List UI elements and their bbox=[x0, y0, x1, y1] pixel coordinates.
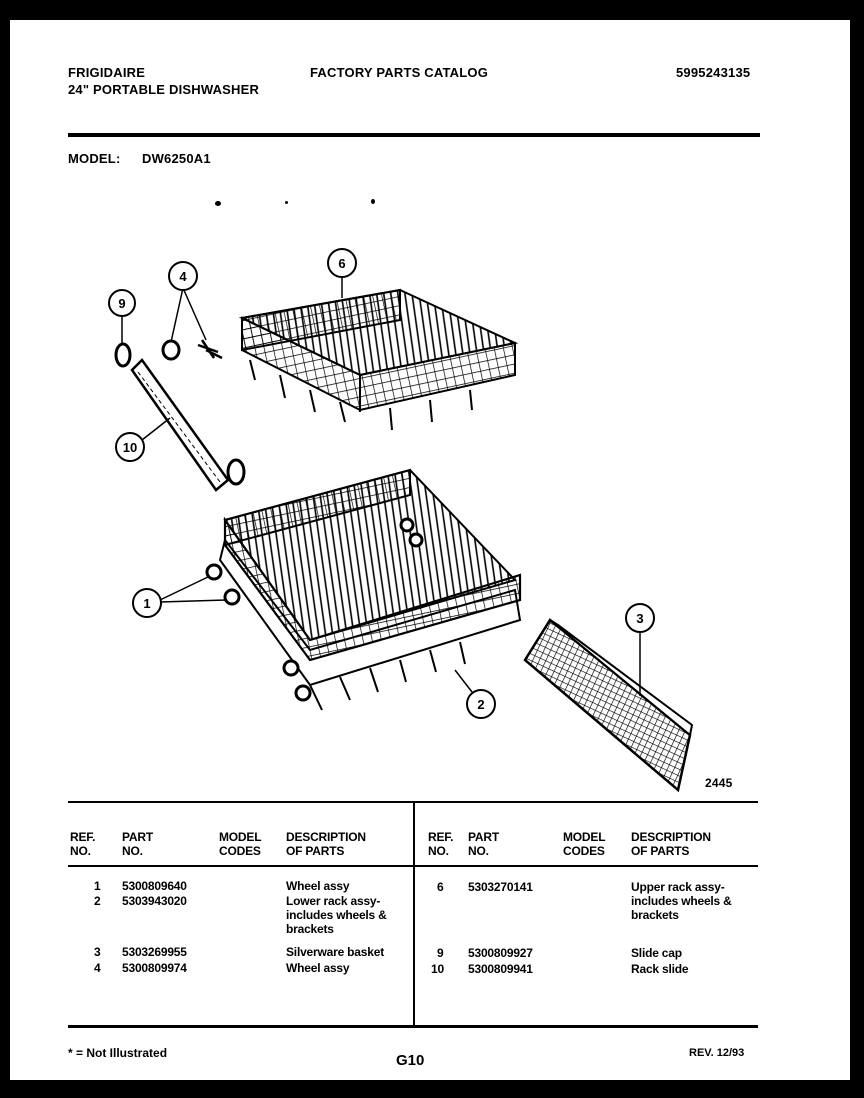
slide-cap-drawing bbox=[116, 344, 130, 366]
svg-text:3: 3 bbox=[636, 611, 644, 626]
page-code: G10 bbox=[396, 1052, 425, 1069]
header-ref: REF. NO. bbox=[70, 830, 96, 858]
row-description: Lower rack assy-includes wheels & brackets bbox=[286, 894, 387, 936]
callout-6 bbox=[328, 249, 356, 298]
row-ref: 10 bbox=[431, 962, 444, 976]
revision-label: REV. 12/93 bbox=[689, 1047, 745, 1059]
row-description: Rack slide bbox=[631, 962, 689, 976]
svg-text:10: 10 bbox=[122, 440, 138, 455]
svg-text:6: 6 bbox=[338, 256, 346, 271]
header-description: DESCRIPTION OF PARTS bbox=[631, 830, 711, 858]
row-part-no: 5300809941 bbox=[468, 962, 533, 976]
header-part-no: PART NO. bbox=[468, 830, 499, 858]
svg-text:4: 4 bbox=[179, 269, 187, 284]
callout-2 bbox=[455, 670, 495, 718]
row-description: Silverware basket bbox=[286, 945, 384, 959]
table-center-divider bbox=[413, 801, 415, 1026]
catalog-title: FACTORY PARTS CATALOG bbox=[310, 65, 489, 80]
row-part-no: 5303943020 bbox=[122, 894, 187, 908]
row-ref: 2 bbox=[94, 894, 101, 908]
row-part-no: 5303270141 bbox=[468, 880, 533, 894]
figure-number: 2445 bbox=[705, 776, 733, 790]
row-part-no: 5303269955 bbox=[122, 945, 187, 959]
header-model-codes: MODEL CODES bbox=[563, 830, 606, 858]
header-model-codes: MODEL CODES bbox=[219, 830, 262, 858]
callout-10 bbox=[116, 418, 170, 461]
catalog-page bbox=[10, 20, 850, 1080]
row-description: Slide cap bbox=[631, 946, 682, 960]
upper-rack-drawing bbox=[242, 290, 515, 430]
row-part-no: 5300809927 bbox=[468, 946, 533, 960]
model-value: DW6250A1 bbox=[142, 151, 211, 166]
row-ref: 9 bbox=[437, 946, 444, 960]
brand-name: FRIGIDAIRE bbox=[68, 65, 146, 80]
header-ref: REF. NO. bbox=[428, 830, 454, 858]
table-bottom-rule bbox=[68, 1025, 758, 1028]
catalog-number: 5995243135 bbox=[676, 65, 751, 80]
callout-9 bbox=[109, 290, 135, 344]
svg-text:9: 9 bbox=[118, 296, 126, 311]
callout-4 bbox=[169, 262, 206, 342]
not-illustrated-note: * = Not Illustrated bbox=[68, 1046, 168, 1060]
row-part-no: 5300809640 bbox=[122, 879, 187, 893]
row-ref: 3 bbox=[94, 945, 101, 959]
row-description: Wheel assy bbox=[286, 961, 350, 975]
row-description: Upper rack assy-includes wheels & brackets bbox=[631, 880, 732, 922]
exploded-parts-diagram bbox=[10, 20, 850, 820]
upper-wheel-drawing bbox=[163, 340, 222, 359]
header-description: DESCRIPTION OF PARTS bbox=[286, 830, 366, 858]
svg-text:1: 1 bbox=[143, 596, 151, 611]
svg-text:2: 2 bbox=[477, 697, 485, 712]
callout-1 bbox=[133, 576, 226, 617]
row-part-no: 5300809974 bbox=[122, 961, 187, 975]
lower-rack-drawing bbox=[207, 470, 520, 710]
row-description: Wheel assy bbox=[286, 879, 350, 893]
header-part-no: PART NO. bbox=[122, 830, 153, 858]
silverware-basket-drawing bbox=[525, 620, 692, 790]
row-ref: 1 bbox=[94, 879, 101, 893]
row-ref: 6 bbox=[437, 880, 444, 894]
rack-slide-drawing bbox=[132, 360, 244, 490]
product-name: 24" PORTABLE DISHWASHER bbox=[68, 82, 260, 97]
row-ref: 4 bbox=[94, 961, 101, 975]
model-label: MODEL: bbox=[68, 151, 121, 166]
